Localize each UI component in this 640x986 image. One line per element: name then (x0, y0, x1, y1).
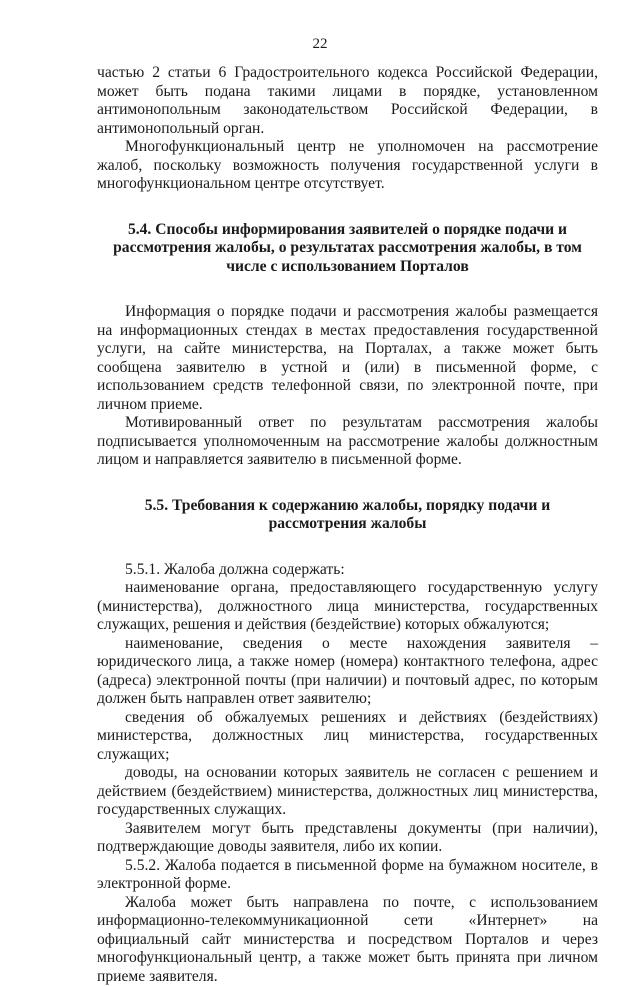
section-heading: 5.5. Требования к содержанию жалобы, порядку подачи и рассмотрения жалобы (97, 497, 598, 534)
document-body (97, 64, 598, 986)
paragraph: доводы, на основании которых заявитель не согласен с решением и действием (бездействием) министерства, должностных лиц министерства, государственных служащих. (97, 764, 598, 820)
page-number: 22 (0, 36, 640, 53)
paragraph: частью 2 статьи 6 Градостроительного кодекса Российской Федерации, может быть подана такими лицами в порядке, установленном антимонопольным законодательством Российской Федерации, в антимонопольный орган. (97, 64, 598, 138)
paragraph: 5.5.1. Жалоба должна содержать: (97, 561, 598, 580)
paragraph: наименование органа, предоставляющего государственную услугу (министерства), должностного лица министерства, государственных служащих, решения и действия (бездействие) которых обжалуются; (97, 579, 598, 635)
paragraph: сведения об обжалуемых решениях и действиях (бездействиях) министерства, должностных лиц министерства, государственных служащих; (97, 709, 598, 765)
paragraph: Заявителем могут быть представлены документы (при наличии), подтверждающие доводы заявителя, либо их копии. (97, 820, 598, 857)
paragraph: наименование, сведения о месте нахождения заявителя – юридического лица, а также номер (номера) контактного телефона, адрес (адреса) электронной почты (при наличии) и почтовый адрес, по которым должен быть направлен ответ заявителю; (97, 635, 598, 709)
paragraph: Информация о порядке подачи и рассмотрения жалобы размещается на информационных стендах в местах предоставления государственной услуги, на сайте министерства, на Порталах, а также может быть сообщена заявителю в устной и (или) в письменной форме, с использованием средств телефонной связи, по электронной почте, при личном приеме. (97, 303, 598, 414)
paragraph: 5.5.2. Жалоба подается в письменной форме на бумажном носителе, в электронной форме. (97, 857, 598, 894)
section-heading: 5.4. Способы информирования заявителей о порядке подачи и рассмотрения жалобы, о результатах рассмотрения жалобы, в том числе с использованием Порталов (97, 221, 598, 277)
paragraph: Мотивированный ответ по результатам рассмотрения жалобы подписывается уполномоченным на рассмотрение жалобы должностным лицом и направляется заявителю в письменной форме. (97, 414, 598, 470)
paragraph: Жалоба может быть направлена по почте, с использованием информационно-телекоммуникационной сети «Интернет» на официальный сайт министерства и посредством Порталов и через многофункциональный центр, а также может быть принята при личном приеме заявителя. (97, 894, 598, 986)
paragraph: Многофункциональный центр не уполномочен на рассмотрение жалоб, поскольку возможность получения государственной услуги в многофункциональном центре отсутствует. (97, 138, 598, 194)
